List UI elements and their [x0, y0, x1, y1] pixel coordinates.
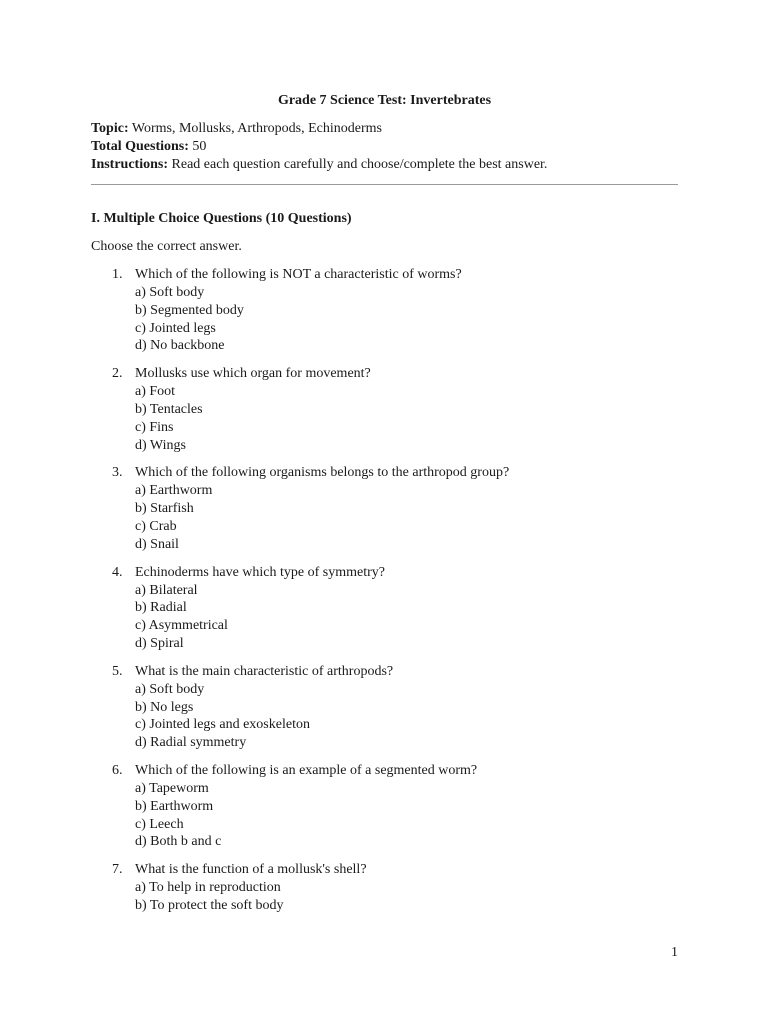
question-number: 2. — [112, 366, 123, 382]
answer-option: b) No legs — [135, 699, 194, 715]
topic-value: Worms, Mollusks, Arthropods, Echinoderms — [128, 121, 382, 136]
question-text: What is the main characteristic of arthropods? — [135, 663, 394, 679]
instructions-value: Read each question carefully and choose/complete the best answer. — [168, 157, 548, 172]
answer-option: c) Fins — [135, 419, 174, 435]
answer-option: b) To protect the soft body — [135, 897, 284, 913]
answer-option: d) Wings — [135, 437, 186, 453]
question-item — [91, 365, 678, 454]
answer-option: d) Snail — [135, 536, 179, 552]
question-item — [91, 663, 678, 752]
answer-option: c) Jointed legs and exoskeleton — [135, 717, 310, 733]
question-text: Echinoderms have which type of symmetry? — [135, 564, 385, 580]
page-title: Grade 7 Science Test: Invertebrates — [277, 93, 492, 108]
question-text: What is the function of a mollusk's shell? — [135, 862, 367, 878]
section-heading: I. Multiple Choice Questions (10 Questions) — [91, 211, 352, 226]
answer-option: a) Foot — [135, 384, 176, 400]
answer-option: b) Starfish — [135, 501, 194, 517]
question-number: 5. — [112, 663, 123, 679]
answer-option: c) Crab — [135, 518, 177, 534]
answer-option: c) Jointed legs — [135, 320, 216, 336]
answer-option: b) Segmented body — [135, 302, 244, 318]
question-item — [91, 464, 678, 553]
question-item — [91, 266, 678, 355]
instructions-label: Instructions: — [91, 157, 169, 172]
answer-option: b) Earthworm — [135, 798, 214, 814]
answer-option: d) Radial symmetry — [135, 735, 247, 751]
document-page — [91, 92, 678, 925]
question-text: Which of the following is NOT a characteristic of worms? — [135, 267, 462, 282]
answer-option: d) No backbone — [135, 338, 225, 354]
answer-option: a) Bilateral — [135, 582, 198, 598]
page-number: 1 — [671, 945, 678, 960]
topic-line — [91, 120, 678, 138]
question-item — [91, 861, 678, 915]
question-list — [91, 266, 678, 915]
question-text: Which of the following is an example of a segmented worm? — [135, 762, 478, 778]
answer-option: a) Earthworm — [135, 483, 213, 499]
answer-option: d) Both b and c — [135, 834, 222, 850]
section-intro: Choose the correct answer. — [91, 239, 242, 254]
horizontal-divider — [91, 184, 678, 185]
answer-option: b) Tentacles — [135, 401, 203, 417]
question-number: 4. — [112, 564, 123, 580]
instructions-line — [91, 156, 678, 174]
total-questions-line — [91, 138, 678, 156]
question-number: 7. — [112, 862, 123, 878]
question-number: 1. — [112, 267, 123, 282]
answer-option: c) Asymmetrical — [135, 618, 228, 634]
question-text: Mollusks use which organ for movement? — [135, 366, 371, 382]
question-number: 3. — [112, 465, 123, 481]
question-item — [91, 762, 678, 851]
answer-option: a) Soft body — [135, 285, 205, 300]
answer-option: a) To help in reproduction — [135, 880, 281, 896]
answer-option: a) Tapeworm — [135, 780, 209, 796]
answer-option: b) Radial — [135, 600, 187, 616]
answer-option: a) Soft body — [135, 681, 205, 697]
question-item — [91, 564, 678, 653]
total-questions-label: Total Questions: — [91, 139, 189, 154]
question-text: Which of the following organisms belongs to the arthropod group? — [135, 465, 510, 481]
answer-option: d) Spiral — [135, 635, 184, 651]
answer-option: c) Leech — [135, 816, 184, 832]
topic-label: Topic: — [91, 121, 129, 136]
question-number: 6. — [112, 762, 123, 778]
total-questions-value: 50 — [188, 139, 207, 154]
